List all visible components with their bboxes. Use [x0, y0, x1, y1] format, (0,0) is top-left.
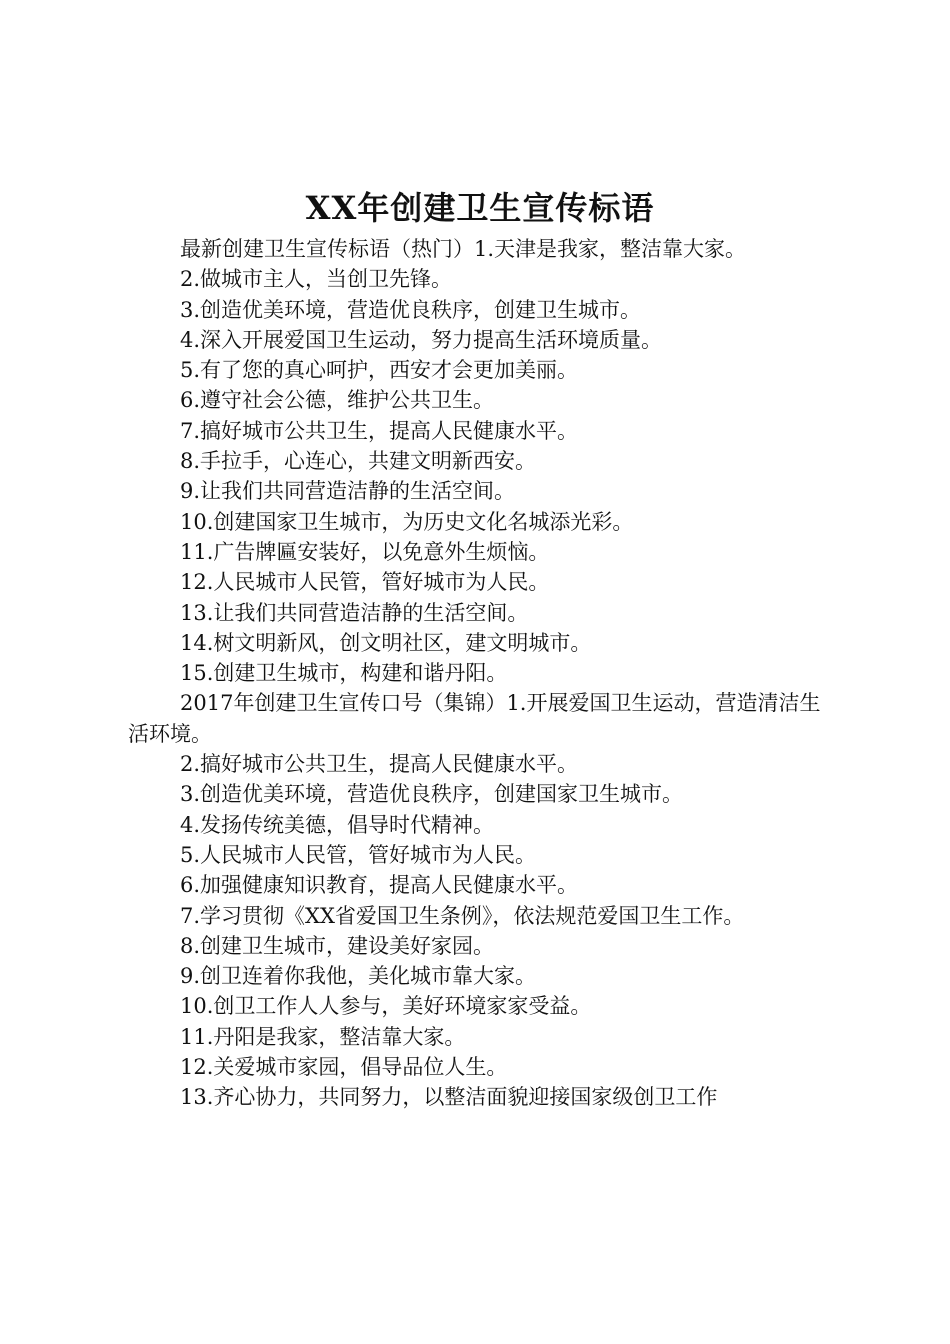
paragraph: 7.学习贯彻《XX省爱国卫生条例》，依法规范爱国卫生工作。	[180, 903, 745, 928]
paragraph: 4.发扬传统美德，倡导时代精神。	[180, 812, 495, 837]
paragraph: 12.关爱城市家园，倡导品位人生。	[180, 1055, 508, 1080]
paragraph: 7.搞好城市公共卫生，提高人民健康水平。	[180, 418, 579, 443]
paragraph: 13.让我们共同营造洁静的生活空间。	[180, 600, 529, 625]
paragraph: 12.人民城市人民管，管好城市为人民。	[180, 570, 550, 595]
document-title: XX年创建卫生宣传标语	[305, 189, 655, 227]
paragraph: 最新创建卫生宣传标语（热门）1.天津是我家，整洁靠大家。	[180, 237, 747, 261]
paragraph: 13.齐心协力，共同努力，以整洁面貌迎接国家级创卫工作	[180, 1085, 718, 1110]
paragraph: 2017年创建卫生宣传口号（集锦）1.开展爱国卫生运动，营造清洁生活环境。	[128, 691, 821, 746]
paragraph: 10.创卫工作人人参与，美好环境家家受益。	[180, 994, 592, 1019]
paragraph: 3.创造优美环境，营造优良秩序，创建卫生城市。	[180, 297, 642, 322]
paragraph: 6.遵守社会公德，维护公共卫生。	[180, 388, 495, 413]
paragraph: 11.广告牌匾安装好，以免意外生烦恼。	[180, 539, 550, 564]
paragraph: 9.让我们共同营造洁静的生活空间。	[180, 479, 516, 504]
paragraph: 2.做城市主人，当创卫先锋。	[180, 267, 453, 292]
paragraph: 15.创建卫生城市，构建和谐丹阳。	[180, 661, 508, 686]
paragraph: 2.搞好城市公共卫生，提高人民健康水平。	[180, 752, 579, 777]
paragraph: 8.手拉手，心连心，共建文明新西安。	[180, 449, 537, 474]
paragraph: 4.深入开展爱国卫生运动，努力提高生活环境质量。	[180, 327, 663, 352]
paragraph: 8.创建卫生城市，建设美好家园。	[180, 933, 495, 958]
paragraph: 10.创建国家卫生城市，为历史文化名城添光彩。	[180, 509, 634, 534]
paragraph: 14.树文明新风，创文明社区，建文明城市。	[180, 630, 592, 655]
paragraph: 3.创造优美环境，营造优良秩序，创建国家卫生城市。	[180, 782, 684, 807]
paragraph: 6.加强健康知识教育，提高人民健康水平。	[180, 873, 579, 898]
document-page	[128, 186, 832, 1113]
paragraph: 9.创卫连着你我他，美化城市靠大家。	[180, 964, 537, 989]
paragraph: 5.人民城市人民管，管好城市为人民。	[180, 842, 537, 867]
paragraph: 11.丹阳是我家，整洁靠大家。	[180, 1024, 466, 1049]
document-body	[128, 234, 832, 1113]
paragraph: 5.有了您的真心呵护，西安才会更加美丽。	[180, 358, 579, 383]
